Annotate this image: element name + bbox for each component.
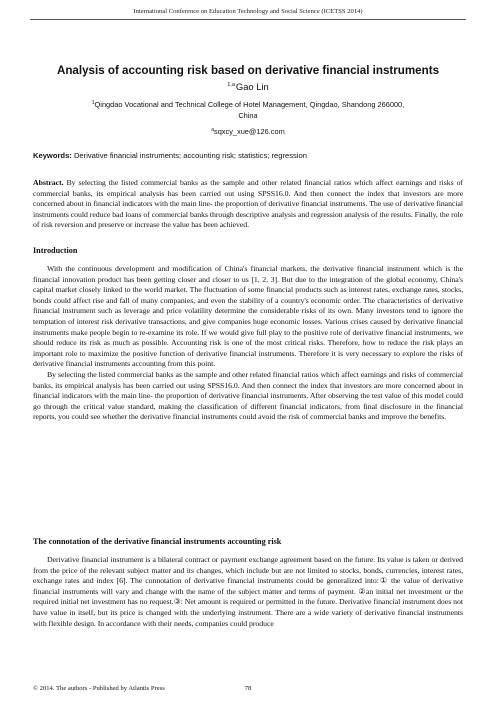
introduction-paragraph-2: By selecting the listed commercial banks as the sample and other related financial ratios which affect earnings and risks of commercial banks, its empirical analysis has been carried out using SPSS16.0. And then connect the index that investors are more concerned about in financial indicators with the main line- the proportion of derivative financial instruments. After observing the test value of this model could go through the critical value standard, making the classification of different financial indicators, from final disclosure in the financial reports, you could see whether the derivative financial instruments could avoid the risk of commercial banks and improve the benefits. <box>33 369 463 422</box>
introduction-paragraph-1: With the continuous development and modification of China's financial markets, the derivative financial instrument which is the financial innovation product has been getting closer and closer to us [1, 2, 3]. But due to the integration of the global economy, China's capital market closely linked to the world market. The fluctuation of some financial products such as interest rates, exchange rates, stocks, bonds could affect rise and fall of many companies, and even the stability of a country's economic order. The characteristics of derivative financial instrument such as leverage and price volatility determine the considerable risks of its own. Many investors tend to ignore the temptation of interest risk derivative transactions, and give companies huge economic losses. Various crises caused by derivative financial instruments make people begin to re-examine its role. If we would give full play to the positive role of derivative financial instruments, we should reduce its risk as much as possible. Accounting risk is one of the most critical risks. Therefore, how to reduce the risk plays an important role to maximize the positive function of derivative financial instruments. Therefore it is very necessary to explore the risks of derivative financial instruments accounting from this point. <box>33 264 463 369</box>
abstract-label: Abstract. <box>33 178 64 187</box>
connotation-paragraph-1: Derivative financial instrument is a bilateral contract or payment exchange agreement based on the future. Its value is taken or derived from the price of the relevant subject matter and its changes, which include but are not limited to stocks, bonds, currencies, interest rates, exchange rates and index [6]. The connotation of derivative financial instruments could be generalized into:① the value of derivative financial instruments will vary and change with the name of the subject matter and terms of payment. ②an initial net investment or the required initial net investment has no request.③: Net amount is required or permitted in the future. Derivative financial instrument does not have value in itself, but its price is changed with the underlying instrument. There are a wide variety of derivative financial instruments with flexible design. In accordance with their needs, companies could produce <box>33 555 463 628</box>
author-name: Gao Lin <box>235 81 269 92</box>
running-header: International Conference on Education Technology and Social Science (ICETSS 2014) <box>133 8 363 15</box>
connotation-body <box>33 555 463 629</box>
email-line <box>0 127 496 136</box>
connotation-heading: The connotation of the derivative financial instruments accounting risk <box>33 537 282 546</box>
affiliation <box>90 98 406 121</box>
author-line <box>0 81 496 92</box>
copyright-footer: © 2014. The authors - Published by Atlantis Press <box>33 685 165 692</box>
affiliation-text: Qingdao Vocational and Technical College of Hotel Management, Qingdao, Shandong 266000, China <box>94 100 405 120</box>
abstract-text: By selecting the listed commercial banks as the sample and other related financial ratios which affect earnings and risks of commercial banks, its empirical analysis has been carried out using SPSS16.0. And then connect the index that investors are more concerned about in financial indicators with the main line- the proportion of derivative financial instruments. The use of derivative financial instruments could reduce bad loans of commercial banks through descriptive analysis and regression analysis of the results. Finally, the role of risk reversion and preserve or increase the value has been achieved. <box>33 178 463 230</box>
email-superscript: a <box>211 127 214 133</box>
keywords <box>33 151 473 160</box>
introduction-heading: Introduction <box>33 246 78 255</box>
paper-title: Analysis of accounting risk based on derivative financial instruments <box>56 64 440 77</box>
author-superscript: 1,a <box>227 82 235 88</box>
email-address[interactable]: sqxcy_xue@126.com <box>214 127 285 136</box>
header-rule <box>30 19 466 20</box>
page-number: 78 <box>244 685 252 692</box>
affiliation-superscript: 1 <box>91 100 95 106</box>
introduction-body <box>33 264 463 423</box>
abstract <box>33 178 463 231</box>
keywords-label: Keywords: <box>33 151 72 160</box>
keywords-text: Derivative financial instruments; accounting risk; statistics; regression <box>73 151 307 160</box>
